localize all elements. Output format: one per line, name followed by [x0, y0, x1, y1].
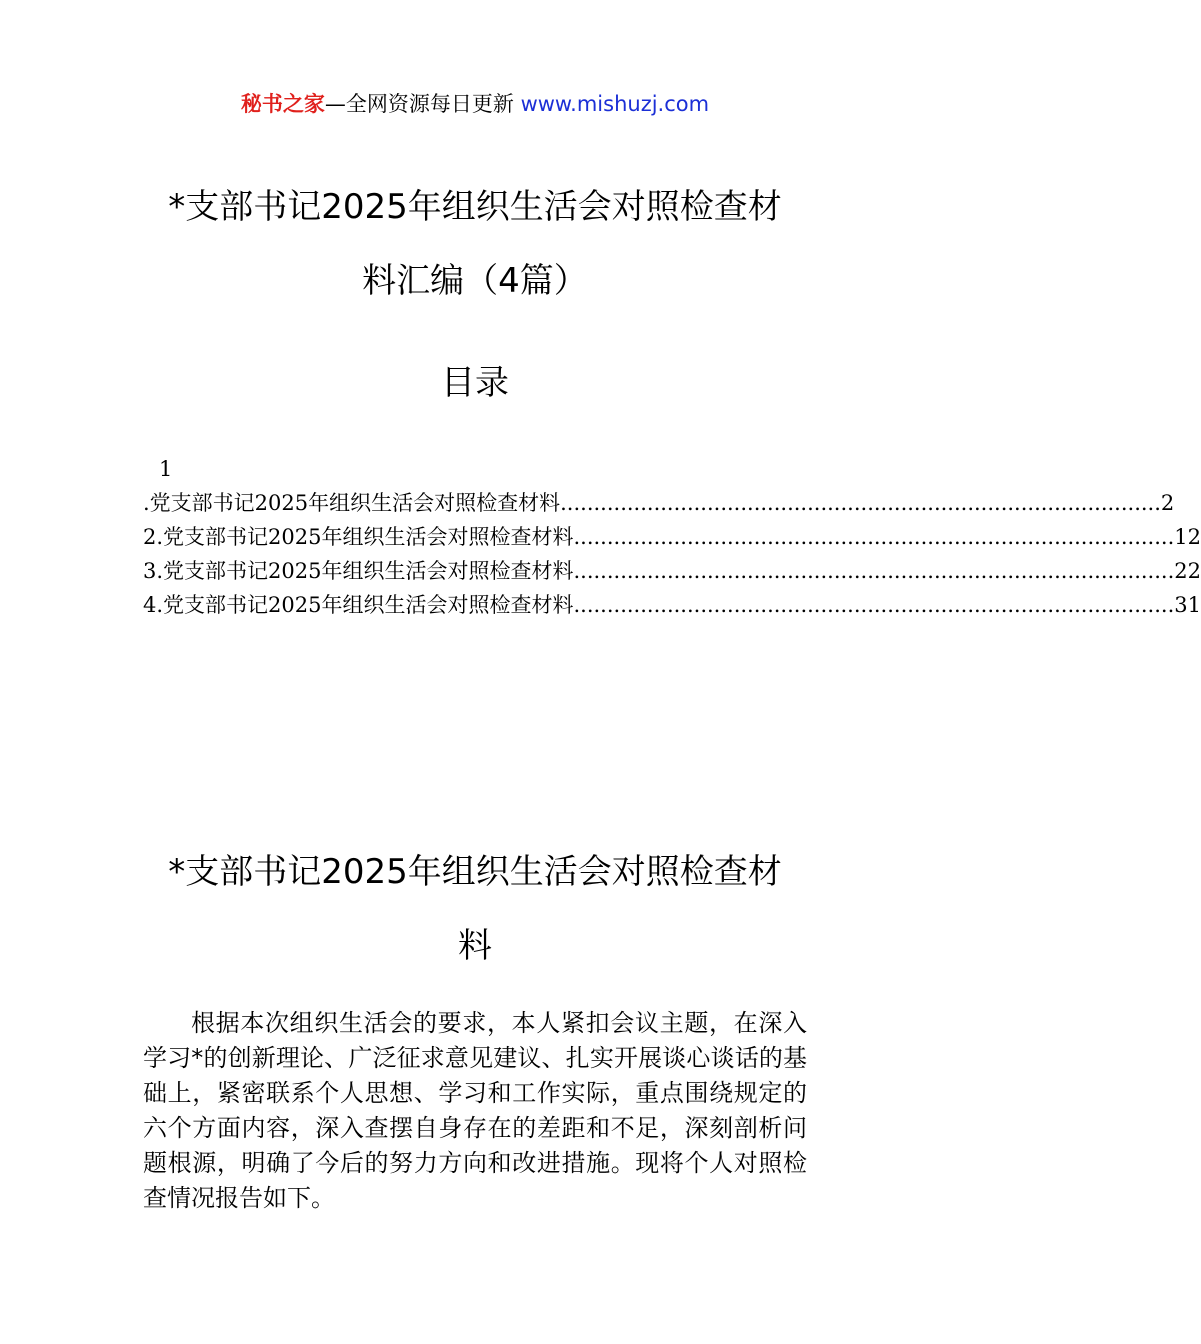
section-title: [140, 835, 810, 983]
toc-entry-page: 22: [1174, 559, 1201, 583]
toc-heading: 目录: [441, 363, 509, 403]
site-url-link[interactable]: www.mishuzj.com: [520, 92, 710, 116]
section-title-line-1: *支部书记2025年组织生活会对照检查材: [168, 852, 782, 892]
toc-leader-dots: ..........................................................................................: [573, 593, 1175, 617]
header-tagline: —全网资源每日更新: [324, 92, 514, 116]
toc-entry-label: 3.党支部书记2025年组织生活会对照检查材料: [143, 559, 574, 583]
toc-entry-label: .党支部书记2025年组织生活会对照检查材料: [143, 491, 561, 515]
document-title: [140, 170, 810, 318]
toc-entry-1[interactable]: [143, 486, 1175, 520]
toc-entry-label: 2.党支部书记2025年组织生活会对照检查材料: [143, 525, 574, 549]
toc-entry-4[interactable]: [143, 588, 1201, 622]
toc-entry-page: 31: [1174, 593, 1201, 617]
toc-leader-dots: ..........................................................................................: [560, 491, 1161, 515]
brand-name: 秘书之家: [240, 92, 325, 116]
toc-entry-label: 4.党支部书记2025年组织生活会对照检查材料: [143, 593, 574, 617]
section-paragraph: 根据本次组织生活会的要求，本人紧扣会议主题，在深入学习*的创新理论、广泛征求意见建议、扎实开展谈心谈话的基础上，紧密联系个人思想、学习和工作实际，重点围绕规定的六个方面内容，深入查摆自身存在的差距和不足，深刻剖析问题根源，明确了今后的努力方向和改进措施。现将个人对照检查情况报告如下。: [143, 1009, 807, 1212]
toc-entry-2[interactable]: [143, 520, 1201, 554]
toc-leader-dots: ..........................................................................................: [573, 525, 1175, 549]
toc-leader-dots: ..........................................................................................: [573, 559, 1175, 583]
document-title-line-2: 料汇编（4篇）: [362, 261, 588, 301]
section-title-line-2: 料: [458, 926, 492, 966]
toc-entry-3[interactable]: [143, 554, 1201, 588]
document-title-line-1: *支部书记2025年组织生活会对照检查材: [168, 187, 782, 227]
toc-entry-page: 2: [1160, 491, 1175, 515]
site-header: [0, 88, 950, 120]
toc-entry-page: 12: [1174, 525, 1201, 549]
toc-first-number: 1: [159, 457, 173, 481]
table-of-contents: [143, 452, 1201, 622]
